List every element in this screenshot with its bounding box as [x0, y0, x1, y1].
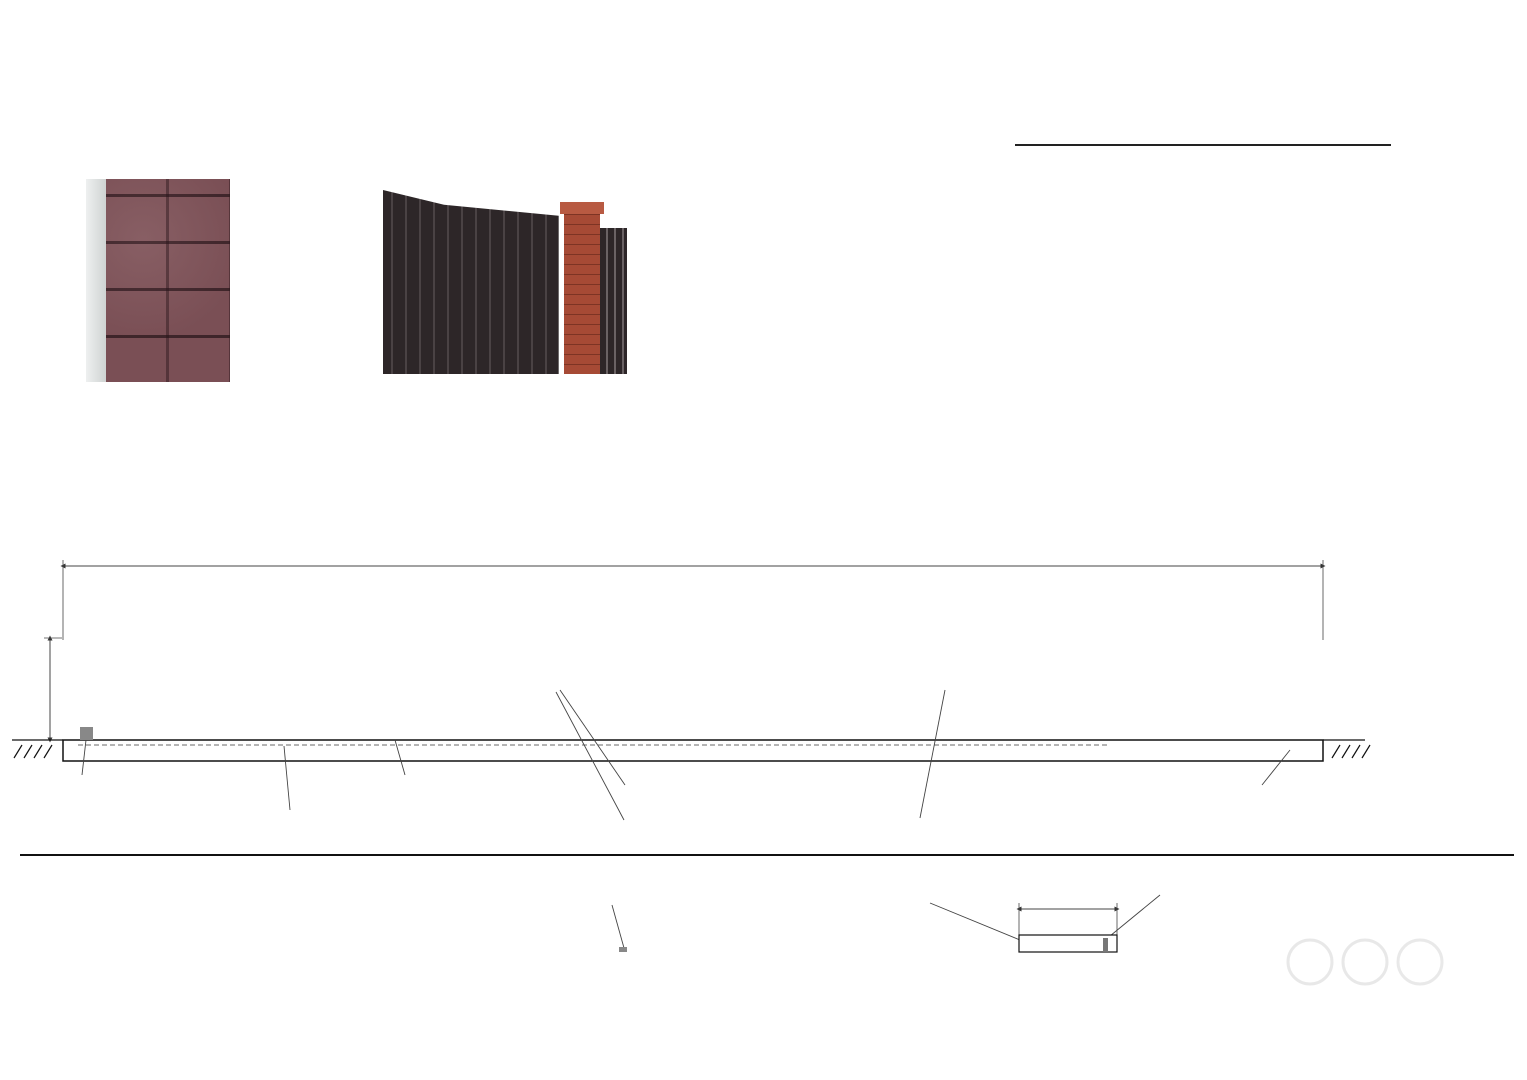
embed-element-symbol	[1103, 938, 1108, 952]
hatch-symbol	[80, 727, 93, 740]
gate-width-dimension	[1019, 903, 1117, 952]
foundation	[12, 727, 1370, 761]
total-length-dimension	[63, 560, 1323, 640]
watermark	[1288, 940, 1442, 984]
height-dimension	[44, 638, 62, 740]
gate-foundation-rect	[1019, 935, 1117, 952]
junction-box-symbol	[619, 947, 627, 952]
